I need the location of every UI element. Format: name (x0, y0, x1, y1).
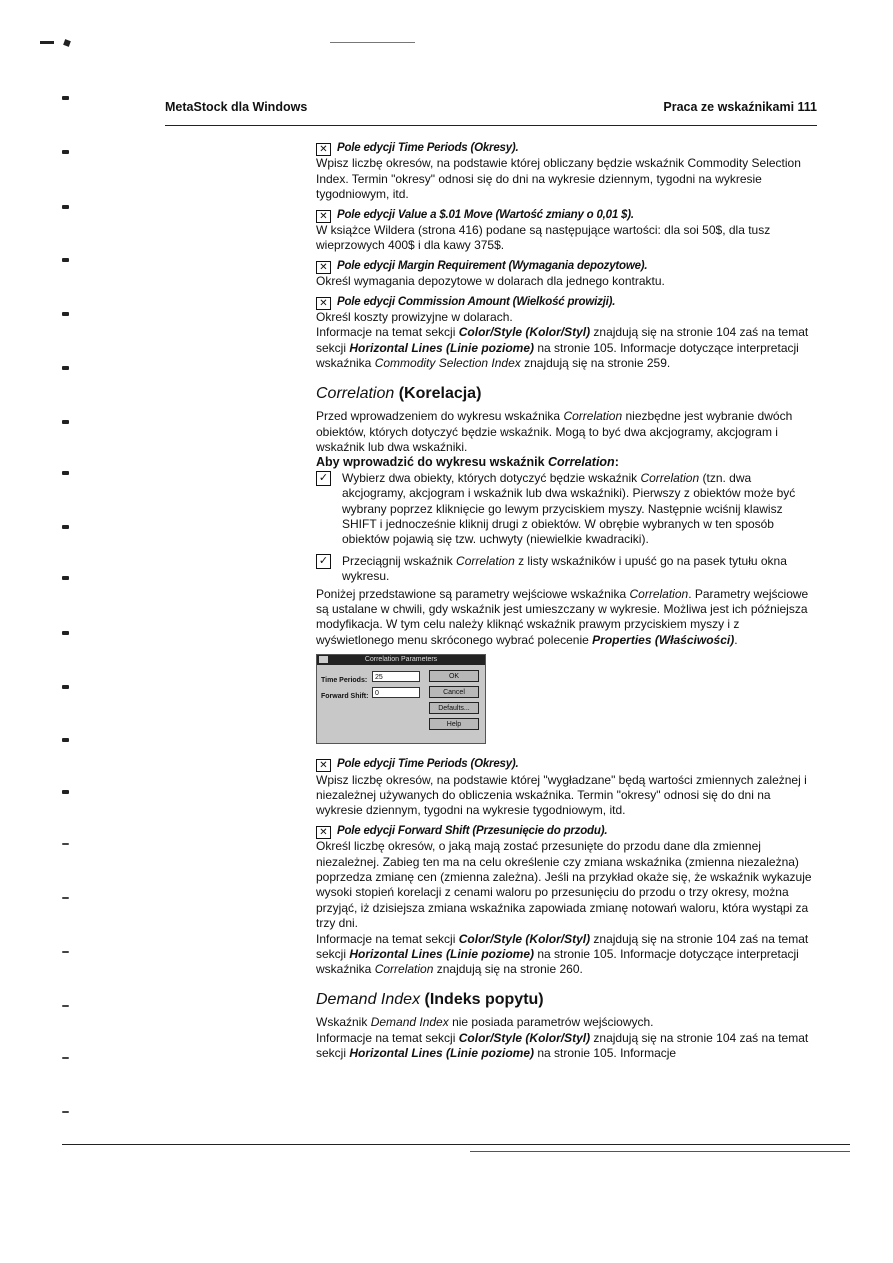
field-label: Pole edycji Time Periods (Okresy). (337, 758, 519, 771)
correlation-field-item (316, 823, 818, 932)
binding-mark (62, 843, 69, 845)
defaults-button[interactable]: Defaults... (429, 702, 479, 714)
binding-mark (62, 897, 69, 899)
indicator-name: Commodity Selection Index (374, 356, 521, 371)
binding-mark (62, 471, 69, 475)
cs-info-paragraph (316, 325, 818, 371)
indicator-name: Correlation (563, 409, 623, 424)
checkbox-x-icon: ✕ (316, 759, 331, 772)
bottom-scan-rule (470, 1151, 850, 1152)
heading-italic: Correlation (316, 384, 395, 402)
field-description: Określ wymagania depozytowe w dolarach dla jednego kontraktu. (316, 274, 665, 289)
field-label: Pole edycji Commission Amount (Wielkość prowizji). (337, 295, 616, 308)
text-run: na stronie 105. Informacje dotyczące interpretacji wskaźnika (316, 340, 799, 371)
text-run: na stronie 105. Informacje (534, 1046, 677, 1061)
demand-index-paragraph (316, 1015, 818, 1030)
text-run: Informacje na temat sekcji (316, 931, 459, 946)
procedure-heading (316, 455, 818, 470)
parameters-paragraph (316, 587, 818, 649)
field-description: W książce Wildera (strona 416) podane są następujące wartości: dla soi 50$, dla tusz wieprzowych 400$ i dla kawy 375$. (316, 223, 771, 253)
correlation-parameters-dialog (316, 654, 486, 744)
binding-mark (62, 525, 69, 529)
time-periods-label: Time Periods: (321, 677, 368, 685)
text-run: : (614, 455, 619, 470)
binding-mark (62, 790, 69, 794)
heading-italic: Demand Index (316, 990, 421, 1008)
header-rule (165, 125, 817, 126)
text-run: Wybierz dwa obiekty, których dotyczyć będzie wskaźnik (342, 470, 641, 485)
binding-mark (62, 1057, 69, 1059)
text-run: znajdują się na stronie 104 zaś na temat sekcji (316, 931, 809, 962)
text-run: Informacje na temat sekcji (316, 325, 459, 340)
binding-mark (62, 631, 69, 635)
demand-info-paragraph (316, 1031, 818, 1062)
cs-field-item (316, 140, 818, 203)
text-run: znajdują się na stronie 259. (520, 356, 671, 371)
field-description: Wpisz liczbę okresów, na podstawie której "wygładzane" będą wartości zmiennych zależnej i niezależnej używanych do obliczenia wskaźnika. Termin "okresy" odnosi się do dni na wykresie dziennym, tygodni na wykresie tygodniowym, itd. (316, 772, 807, 818)
text-run: Przeciągnij wskaźnik (342, 553, 457, 568)
section-heading-demand-index (316, 992, 818, 1007)
checkbox-x-icon: ✕ (316, 143, 331, 156)
binding-mark (62, 420, 69, 424)
text-run: . (734, 632, 738, 647)
binding-mark (62, 258, 69, 262)
cancel-button[interactable]: Cancel (429, 686, 479, 698)
text-run: Informacje na temat sekcji (316, 1030, 459, 1045)
text-run: niezbędne jest wybranie dwóch obiektów, których dotyczyć będzie wskaźnik. Mogą to być dwa akcjogramy, akcjogram i wskaźnik lub dwa wskaźniki. (316, 409, 793, 454)
field-label: Pole edycji Forward Shift (Przesunięcie do przodu). (337, 824, 608, 837)
cs-field-item (316, 207, 818, 254)
section-ref: Color/Style (Kolor/Styl) (458, 931, 591, 946)
checkbox-x-icon: ✕ (316, 826, 331, 839)
page-body (316, 140, 818, 1062)
binding-mark (62, 576, 69, 580)
dialog-titlebar (317, 655, 485, 665)
text-run: z listy wskaźników i upuść go na pasek tytułu okna wykresu. (342, 553, 787, 584)
binding-mark (62, 312, 69, 316)
bottom-scan-rule (62, 1144, 850, 1145)
text-run: znajdują się na stronie 104 zaś na temat sekcji (316, 325, 809, 355)
forward-shift-label: Forward Shift: (321, 693, 369, 701)
top-scan-rule (330, 42, 415, 43)
indicator-name: Correlation (374, 962, 434, 977)
text-run: Poniżej przedstawione są parametry wejściowe wskaźnika (316, 586, 630, 601)
procedure-step (316, 471, 818, 548)
heading-rest: (Indeks popytu) (420, 990, 544, 1008)
header-chapter-page: Praca ze wskaźnikami 111 (663, 100, 817, 114)
indicator-name: Correlation (629, 586, 689, 601)
binding-mark (62, 205, 69, 209)
text-run: na stronie 105. Informacje dotyczące interpretacji wskaźnika (316, 947, 799, 977)
field-label: Pole edycji Value a $.01 Move (Wartość zmiany o 0,01 $). (337, 208, 634, 221)
header-book-title: MetaStock dla Windows (165, 100, 308, 114)
indicator-name: Demand Index (370, 1015, 449, 1030)
time-periods-input[interactable]: 25 (372, 671, 420, 682)
correlation-info-paragraph (316, 932, 818, 978)
checkmark-icon: ✓ (316, 554, 331, 569)
cs-field-list (316, 140, 818, 325)
forward-shift-input[interactable]: 0 (372, 687, 420, 698)
field-description: Określ koszty prowizyjne w dolarach. (316, 310, 513, 325)
corner-mark (63, 39, 71, 47)
text-run: Przed wprowadzeniem do wykresu wskaźnika (316, 409, 564, 424)
binding-mark (62, 951, 69, 953)
binding-mark (62, 150, 69, 154)
text-run: Aby wprowadzić do wykresu wskaźnik (316, 455, 549, 470)
correlation-intro (316, 409, 818, 455)
section-ref: Horizontal Lines (Linie poziome) (349, 947, 535, 962)
section-ref: Horizontal Lines (Linie poziome) (349, 340, 535, 355)
indicator-name: Correlation (548, 455, 615, 470)
binding-mark (62, 1005, 69, 1007)
help-button[interactable]: Help (429, 718, 479, 730)
field-description: Określ liczbę okresów, o jaką mają zostać przesunięte do przodu dane dla zmiennej niezależnej. Zabieg ten ma na celu określenie czy zmiana wskaźnika (zmienna niezależna) poprzedza zmianę cen (zmienna zależna). Jeśli na przykład okaże się, że wskaźnik wykazuje wysoki stopień korelacji z cenami waloru po przesunięciu do przodu o trzy okresy, można przyjąć, iż dzisiejsza zmiana wskaźnika zapowiada zmianę notowań waloru, która wystąpi za trzy dni. (316, 839, 812, 931)
ok-button[interactable]: OK (429, 670, 479, 682)
heading-rest: (Korelacja) (394, 384, 482, 402)
text-run: . Parametry wejściowe są ustalane w chwili, gdy wskaźnik jest umieszczany w wykresie. Możliwa jest ich późniejsza modyfikacja. W tym celu należy kliknąć wskaźnik prawym przyciskiem myszy i z wyświetlonego menu skróconego wybrać polecenie (316, 586, 809, 647)
binding-mark (62, 96, 69, 100)
text-run: znajdują się na stronie 260. (433, 962, 583, 977)
section-ref: Horizontal Lines (Linie poziome) (349, 1046, 535, 1061)
cs-field-item (316, 294, 818, 326)
system-menu-icon[interactable] (319, 656, 328, 663)
checkmark-icon: ✓ (316, 471, 331, 486)
cs-field-item (316, 258, 818, 290)
section-ref: Color/Style (Kolor/Styl) (458, 1030, 591, 1045)
corner-mark (40, 41, 54, 44)
dialog-title: Correlation Parameters (364, 656, 438, 664)
section-heading-correlation (316, 386, 818, 401)
checkbox-x-icon: ✕ (316, 297, 331, 310)
binding-mark (62, 685, 69, 689)
running-header (165, 100, 817, 114)
section-ref: Color/Style (Kolor/Styl) (458, 325, 591, 340)
checkbox-x-icon: ✕ (316, 210, 331, 223)
text-run: (tzn. dwa akcjogramy, akcjogram i wskaźnik lub dwa wskaźniki). Pierwszy z obiektów może być wybrany poprzez kliknięcie go lewym przyciskiem myszy. Następnie wciśnij klawisz SHIFT i jednocześnie kliknij drugi z obiektów. W obrębie wybranych w ten sposób obiektów pojawią się tzw. uchwyty (niewielkie kwadraciki). (342, 470, 796, 547)
checkbox-x-icon: ✕ (316, 261, 331, 274)
binding-mark (62, 738, 69, 742)
binding-mark (62, 366, 69, 370)
field-label: Pole edycji Time Periods (Okresy). (337, 142, 519, 154)
binding-mark (62, 1111, 69, 1113)
field-label: Pole edycji Margin Requirement (Wymagania depozytowe). (337, 259, 648, 272)
menu-command: Properties (Właściwości) (592, 632, 735, 647)
correlation-field-item (316, 756, 818, 819)
text-run: nie posiada parametrów wejściowych. (448, 1015, 654, 1030)
text-run: Wskaźnik (316, 1015, 371, 1030)
field-description: Wpisz liczbę okresów, na podstawie której obliczany będzie wskaźnik Commodity Selection Index. Termin "okresy" odnosi się do dni na wykresie dziennym, tygodni na wykresie tygodniowym, itd. (316, 156, 801, 202)
indicator-name: Correlation (456, 553, 515, 568)
text-run: znajdują się na stronie 104 zaś na temat sekcji (316, 1030, 809, 1061)
procedure-step (316, 554, 818, 585)
indicator-name: Correlation (640, 470, 700, 485)
